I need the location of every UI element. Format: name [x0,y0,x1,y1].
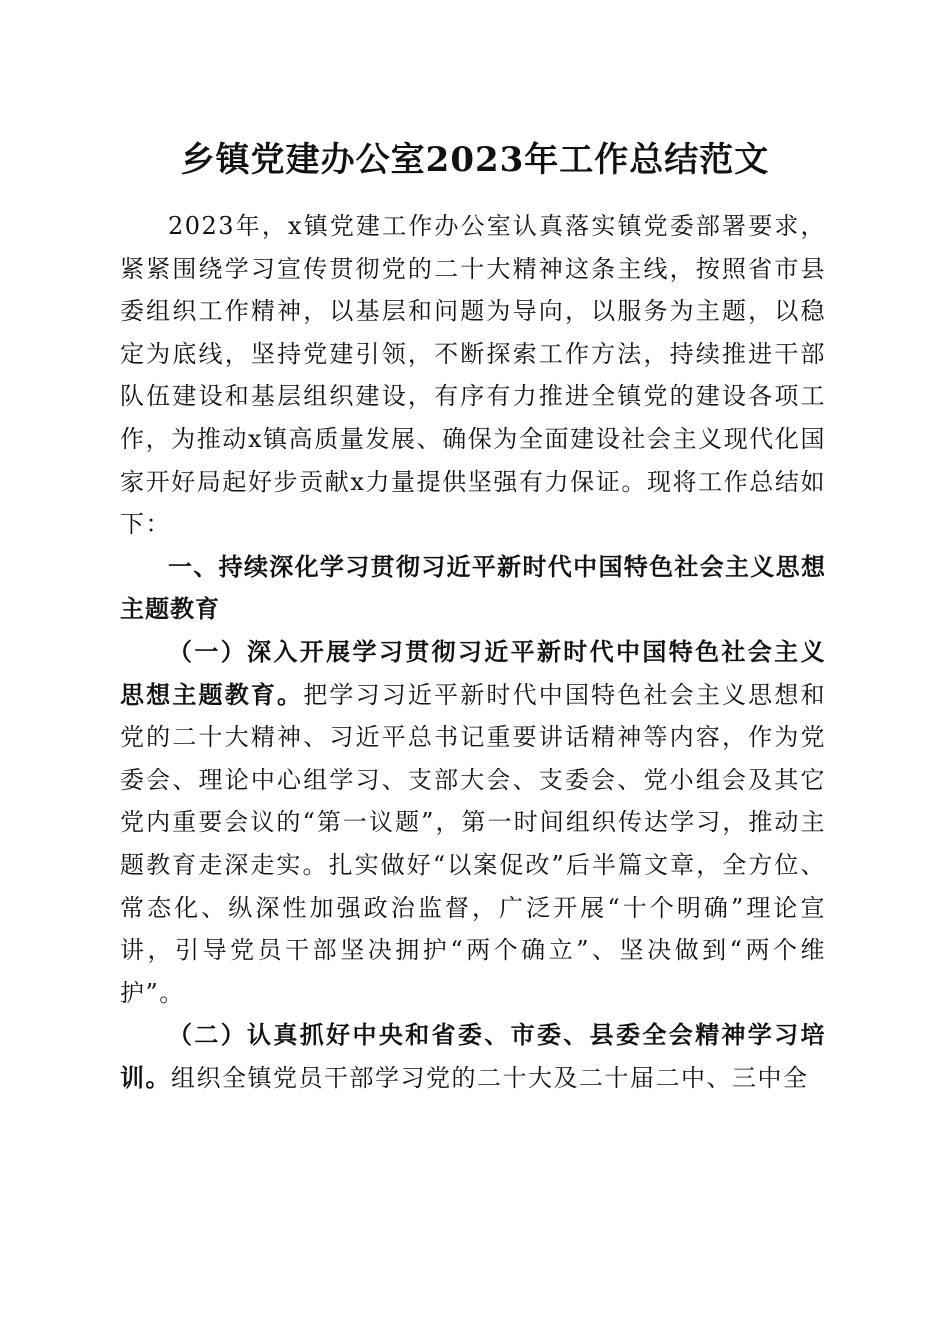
intro-paragraph: 2023年，x镇党建工作办公室认真落实镇党委部署要求，紧紧围绕学习宣传贯彻党的二十大精神这条主线，按照省市县委组织工作精神，以基层和问题为导向，以服务为主题，以稳定为底线，坚持党建引领，不断探索工作方法，持续推进干部队伍建设和基层组织建设，有序有力推进全镇党的建设各项工作，为推动x镇高质量发展、确保为全面建设社会主义现代化国家开好局起好步贡献x力量提供坚强有力保证。现将工作总结如下： [120,212,826,539]
subsection-2-lead: （二）认真抓好中央和省委、市委、县委全会精神学习培训。 [120,1020,826,1092]
section-1-heading: 一、持续深化学习贯彻习近平新时代中国特色社会主义思想主题教育 [120,552,826,624]
subsection-2-paragraph [120,1014,826,1099]
subsection-1-lead: （一）深入开展学习贯彻习近平新时代中国特色社会主义思想主题教育。 [120,636,826,709]
document-body [120,205,826,1099]
subsection-1-paragraph [120,631,826,1014]
subsection-1-body: 把学习习近平新时代中国特色社会主义思想和党的二十大精神、习近平总书记重要讲话精神等内容，作为党委会、理论中心组学习、支部大会、支委会、党小组会及其它党内重要会议的“第一议题”，第一时间组织传达学习，推动主题教育走深走实。扎实做好“以案促改”后半篇文章，全方位、常态化、纵深性加强政治监督，广泛开展“十个明确”理论宣讲，引导党员干部坚决拥护“两个确立”、坚决做到“两个维护”。 [120,680,827,1007]
subsection-2-body: 组织全镇党员干部学习党的二十大及二十届二中、三中全 [171,1063,809,1092]
document-title: 乡镇党建办公室2023年工作总结范文 [180,140,770,180]
